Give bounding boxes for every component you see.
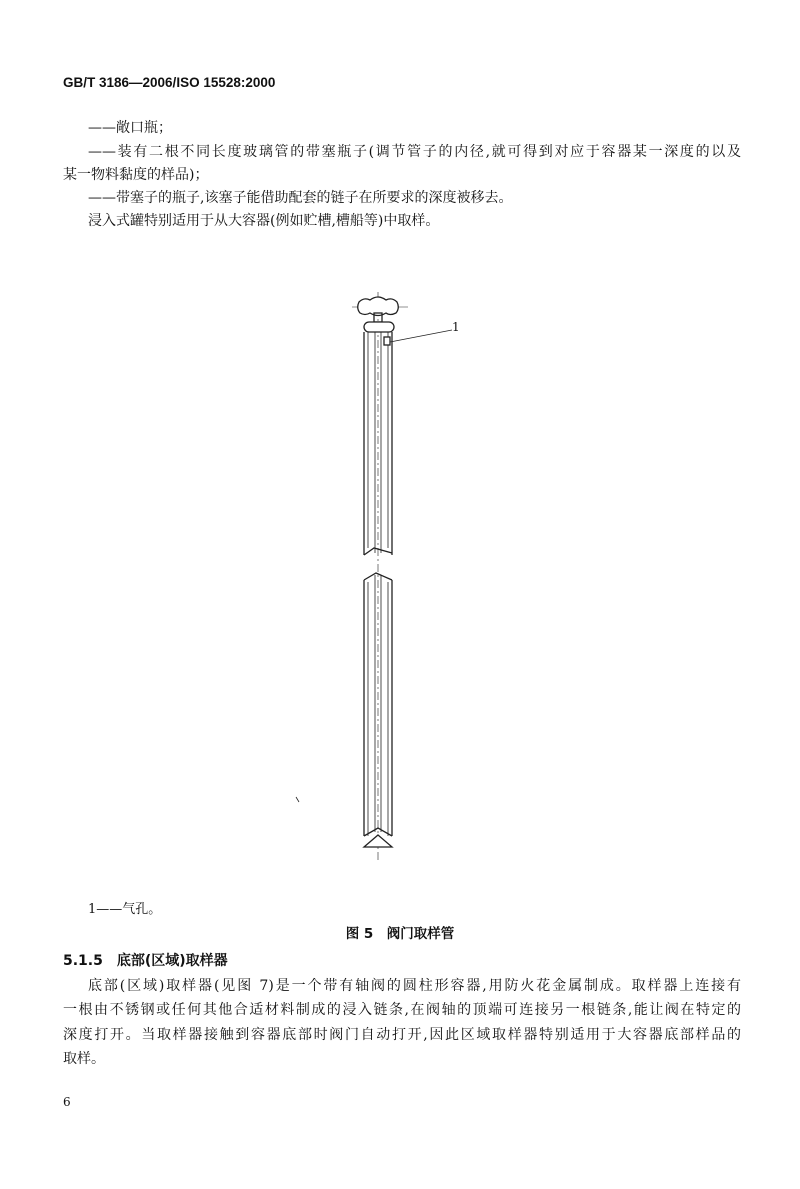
page-number: 6 xyxy=(63,1095,71,1109)
paragraph-line: 底部(区域)取样器(见图 7)是一个带有轴阀的圆柱形容器,用防火花金属制成。取样器上连接有 xyxy=(88,978,741,994)
figure-legend: 1——气孔。 xyxy=(88,902,162,917)
figure-caption: 图 5 阀门取样管 xyxy=(345,926,455,942)
callout-number: 1 xyxy=(452,320,460,334)
list-item: ——带塞子的瓶子,该塞子能借助配套的链子在所要求的深度被移去。 xyxy=(88,190,513,206)
intro-paragraph: 浸入式罐特别适用于从大容器(例如贮槽,槽船等)中取样。 xyxy=(88,213,440,229)
list-item-continuation: 某一物料黏度的样品)； xyxy=(63,167,209,183)
standard-header: GB/T 3186—2006/ISO 15528:2000 xyxy=(63,75,276,90)
paragraph-line: 一根由不锈钢或任何其他合适材料制成的浸入链条,在阀轴的顶端可连接另一根链条,能让阀在特定的 xyxy=(63,1002,741,1018)
paragraph-line: 深度打开。当取样器接触到容器底部时阀门自动打开,因此区域取样器特别适用于大容器底部样品的 xyxy=(63,1027,741,1043)
paragraph-line: 取样。 xyxy=(63,1051,105,1067)
section-heading: 5.1.5 底部(区域)取样器 xyxy=(63,953,228,969)
list-item: ——敞口瓶； xyxy=(88,120,172,136)
list-item: ——装有二根不同长度玻璃管的带塞瓶子(调节管子的内径,就可得到对应于容器某一深度的以及 xyxy=(88,144,741,160)
